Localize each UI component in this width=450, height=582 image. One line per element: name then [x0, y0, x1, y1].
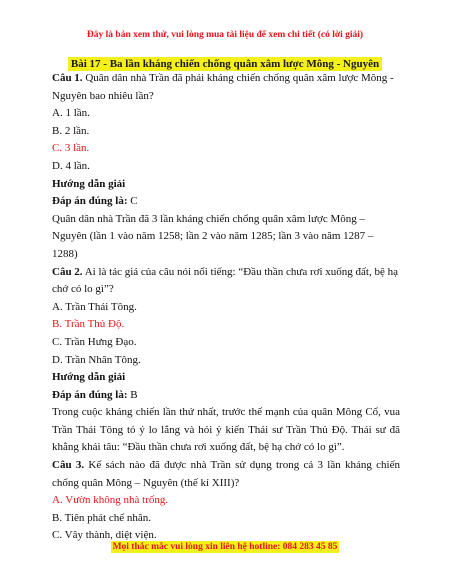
question-3-text: Kế sách nào đã được nhà Trần sử dụng trong cả 3 lần kháng chiến chống quân Mông – Nguyên (thế kỉ XIII)?	[52, 459, 400, 489]
q3-option-a: A. Vườn không nhà trống.	[52, 494, 169, 507]
q2-option-d: D. Trần Nhân Tông.	[52, 353, 141, 366]
q2-explanation: Trong cuộc kháng chiến lần thứ nhất, trước thế mạnh của quân Mông Cổ, vua Trần Thái Tông tỏ ý lo lắng và hỏi ý kiến Thái sư Trần Thủ Độ. Thái sư đã khẳng khái tâu: “Đầu thần chưa rơi xuống đất, bệ hạ chớ có lo gì”.	[52, 406, 400, 454]
question-2-text: Ai là tác giả của câu nói nổi tiếng: “Đầu thần chưa rơi xuống đất, bệ hạ chớ có lo gì”?	[52, 265, 398, 296]
q1-answer-label: Đáp án đúng là:	[52, 195, 128, 208]
q1-explanation: Quân dân nhà Trần đã 3 lần kháng chiến chống quân xâm lược Mông – Nguyên (lần 1 vào năm 1258; lần 2 vào năm 1285; lần 3 vào năm 1287 – 1288)	[52, 212, 374, 260]
preview-notice: Đây là bản xem thử, vui lòng mua tài liệu để xem chi tiết (có lời giải)	[86, 30, 364, 40]
q1-guide-heading: Hướng dẫn giải	[52, 177, 126, 190]
q2-option-a: A. Trần Thái Tông.	[52, 300, 137, 313]
q2-guide-heading: Hướng dẫn giải	[52, 371, 126, 384]
q1-option-b: B. 2 lần.	[52, 124, 90, 137]
footer	[0, 536, 450, 554]
question-3-label: Câu 3.	[52, 459, 85, 472]
q2-answer-label: Đáp án đúng là:	[52, 388, 128, 401]
hotline-text: Mọi thắc mắc vui lòng xin liên hệ hotline: 084 283 45 85	[112, 542, 338, 552]
q2-option-b: B. Trần Thủ Độ.	[52, 318, 125, 331]
q1-option-c: C. 3 lần.	[52, 142, 90, 155]
question-2	[52, 264, 400, 299]
question-3	[52, 457, 400, 492]
q3-option-b: B. Tiên phát chế nhân.	[52, 511, 151, 524]
q2-answer	[52, 387, 400, 405]
question-1-text: Quân dân nhà Trần đã phải kháng chiến chống quân xâm lược Mông - Nguyên bao nhiêu lần?	[52, 72, 394, 102]
q3-option-c: C. Vây thành, diệt viện.	[52, 529, 157, 542]
q1-answer	[52, 193, 400, 211]
q2-option-c: C. Trần Hưng Đạo.	[52, 335, 137, 348]
q1-option-a: A. 1 lần.	[52, 107, 90, 120]
question-2-label: Câu 2.	[52, 265, 83, 278]
q1-answer-value: C	[130, 195, 138, 208]
q2-answer-value: B	[130, 388, 138, 401]
question-1-label: Câu 1.	[52, 72, 83, 84]
question-1	[52, 70, 400, 105]
q1-option-d: D. 4 lần.	[52, 159, 90, 172]
lesson-title: Bài 17 - Ba lần kháng chiến chống quân xâm lược Mông - Nguyên	[68, 57, 382, 71]
document-content	[52, 70, 400, 545]
